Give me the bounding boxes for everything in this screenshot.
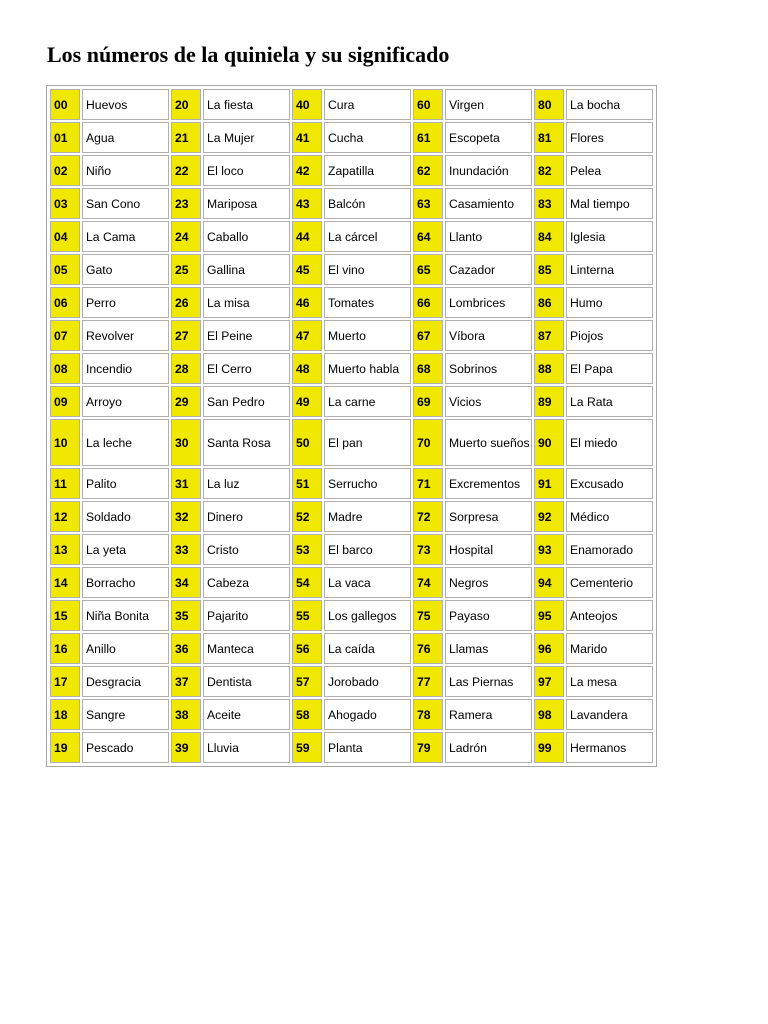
number-cell: 39 — [171, 732, 201, 763]
number-cell: 42 — [292, 155, 322, 186]
number-cell: 81 — [534, 122, 564, 153]
meaning-cell: Cura — [324, 89, 411, 120]
number-cell: 67 — [413, 320, 443, 351]
number-cell: 19 — [50, 732, 80, 763]
number-cell: 64 — [413, 221, 443, 252]
number-cell: 43 — [292, 188, 322, 219]
number-cell: 44 — [292, 221, 322, 252]
meaning-cell: Escopeta — [445, 122, 532, 153]
number-cell: 84 — [534, 221, 564, 252]
meaning-cell: La Mujer — [203, 122, 290, 153]
number-cell: 51 — [292, 468, 322, 499]
meaning-cell: Balcón — [324, 188, 411, 219]
meaning-cell: Caballo — [203, 221, 290, 252]
number-cell: 14 — [50, 567, 80, 598]
meaning-cell: El vino — [324, 254, 411, 285]
meaning-cell: Lluvia — [203, 732, 290, 763]
number-cell: 12 — [50, 501, 80, 532]
table-row — [50, 468, 653, 499]
meaning-cell: La misa — [203, 287, 290, 318]
number-cell: 58 — [292, 699, 322, 730]
meaning-cell: Aceite — [203, 699, 290, 730]
meaning-cell: Anillo — [82, 633, 169, 664]
number-cell: 07 — [50, 320, 80, 351]
meaning-cell: Ahogado — [324, 699, 411, 730]
meaning-cell: Revolver — [82, 320, 169, 351]
number-cell: 47 — [292, 320, 322, 351]
meaning-cell: La Rata — [566, 386, 653, 417]
meaning-cell: Mariposa — [203, 188, 290, 219]
meaning-cell: La mesa — [566, 666, 653, 697]
meaning-cell: Desgracia — [82, 666, 169, 697]
meaning-cell: Sangre — [82, 699, 169, 730]
meaning-cell: El Cerro — [203, 353, 290, 384]
number-cell: 22 — [171, 155, 201, 186]
number-cell: 00 — [50, 89, 80, 120]
meaning-cell: Borracho — [82, 567, 169, 598]
number-cell: 26 — [171, 287, 201, 318]
number-cell: 01 — [50, 122, 80, 153]
meaning-cell: Madre — [324, 501, 411, 532]
number-cell: 35 — [171, 600, 201, 631]
table-row — [50, 353, 653, 384]
meaning-cell: Vicios — [445, 386, 532, 417]
number-cell: 83 — [534, 188, 564, 219]
number-cell: 25 — [171, 254, 201, 285]
meaning-cell: Piojos — [566, 320, 653, 351]
meaning-cell: La leche — [82, 419, 169, 466]
number-cell: 11 — [50, 468, 80, 499]
number-cell: 46 — [292, 287, 322, 318]
number-cell: 59 — [292, 732, 322, 763]
number-cell: 96 — [534, 633, 564, 664]
meaning-cell: Muerto habla — [324, 353, 411, 384]
number-cell: 60 — [413, 89, 443, 120]
meaning-cell: Lombrices — [445, 287, 532, 318]
meaning-cell: Las Piernas — [445, 666, 532, 697]
number-cell: 74 — [413, 567, 443, 598]
meaning-cell: San Cono — [82, 188, 169, 219]
number-cell: 66 — [413, 287, 443, 318]
meaning-cell: Mal tiempo — [566, 188, 653, 219]
number-cell: 69 — [413, 386, 443, 417]
meaning-cell: Dentista — [203, 666, 290, 697]
meaning-cell: La vaca — [324, 567, 411, 598]
meaning-cell: Palito — [82, 468, 169, 499]
number-cell: 21 — [171, 122, 201, 153]
meaning-cell: Negros — [445, 567, 532, 598]
number-cell: 88 — [534, 353, 564, 384]
number-cell: 15 — [50, 600, 80, 631]
number-cell: 49 — [292, 386, 322, 417]
meaning-cell: La caída — [324, 633, 411, 664]
number-cell: 23 — [171, 188, 201, 219]
meaning-cell: Santa Rosa — [203, 419, 290, 466]
table-row — [50, 732, 653, 763]
meaning-cell: Casamiento — [445, 188, 532, 219]
number-cell: 13 — [50, 534, 80, 565]
meaning-cell: Marido — [566, 633, 653, 664]
meaning-cell: San Pedro — [203, 386, 290, 417]
number-cell: 54 — [292, 567, 322, 598]
number-cell: 92 — [534, 501, 564, 532]
meaning-cell: Arroyo — [82, 386, 169, 417]
table-row — [50, 122, 653, 153]
number-cell: 73 — [413, 534, 443, 565]
number-cell: 28 — [171, 353, 201, 384]
number-cell: 17 — [50, 666, 80, 697]
quiniela-table-body — [50, 89, 653, 763]
number-cell: 94 — [534, 567, 564, 598]
meaning-cell: Jorobado — [324, 666, 411, 697]
number-cell: 91 — [534, 468, 564, 499]
number-cell: 99 — [534, 732, 564, 763]
table-row — [50, 386, 653, 417]
number-cell: 33 — [171, 534, 201, 565]
meaning-cell: El miedo — [566, 419, 653, 466]
number-cell: 61 — [413, 122, 443, 153]
meaning-cell: Pescado — [82, 732, 169, 763]
number-cell: 02 — [50, 155, 80, 186]
number-cell: 04 — [50, 221, 80, 252]
table-row — [50, 699, 653, 730]
number-cell: 89 — [534, 386, 564, 417]
number-cell: 05 — [50, 254, 80, 285]
meaning-cell: Humo — [566, 287, 653, 318]
table-row — [50, 155, 653, 186]
meaning-cell: Virgen — [445, 89, 532, 120]
number-cell: 41 — [292, 122, 322, 153]
meaning-cell: Excrementos — [445, 468, 532, 499]
meaning-cell: Manteca — [203, 633, 290, 664]
meaning-cell: Zapatilla — [324, 155, 411, 186]
number-cell: 63 — [413, 188, 443, 219]
number-cell: 10 — [50, 419, 80, 466]
table-row — [50, 320, 653, 351]
table-row — [50, 287, 653, 318]
number-cell: 80 — [534, 89, 564, 120]
meaning-cell: Cabeza — [203, 567, 290, 598]
meaning-cell: Niña Bonita — [82, 600, 169, 631]
meaning-cell: Perro — [82, 287, 169, 318]
meaning-cell: Ramera — [445, 699, 532, 730]
number-cell: 86 — [534, 287, 564, 318]
meaning-cell: Lavandera — [566, 699, 653, 730]
meaning-cell: Hospital — [445, 534, 532, 565]
table-row — [50, 633, 653, 664]
number-cell: 38 — [171, 699, 201, 730]
table-row — [50, 89, 653, 120]
meaning-cell: Tomates — [324, 287, 411, 318]
number-cell: 57 — [292, 666, 322, 697]
number-cell: 06 — [50, 287, 80, 318]
number-cell: 87 — [534, 320, 564, 351]
meaning-cell: La cárcel — [324, 221, 411, 252]
number-cell: 45 — [292, 254, 322, 285]
number-cell: 30 — [171, 419, 201, 466]
meaning-cell: Incendio — [82, 353, 169, 384]
number-cell: 98 — [534, 699, 564, 730]
number-cell: 34 — [171, 567, 201, 598]
number-cell: 27 — [171, 320, 201, 351]
number-cell: 90 — [534, 419, 564, 466]
meaning-cell: Sobrinos — [445, 353, 532, 384]
number-cell: 31 — [171, 468, 201, 499]
meaning-cell: Médico — [566, 501, 653, 532]
meaning-cell: Linterna — [566, 254, 653, 285]
number-cell: 68 — [413, 353, 443, 384]
number-cell: 93 — [534, 534, 564, 565]
table-row — [50, 600, 653, 631]
meaning-cell: Planta — [324, 732, 411, 763]
meaning-cell: Llanto — [445, 221, 532, 252]
number-cell: 85 — [534, 254, 564, 285]
meaning-cell: Excusado — [566, 468, 653, 499]
number-cell: 24 — [171, 221, 201, 252]
number-cell: 09 — [50, 386, 80, 417]
meaning-cell: La Cama — [82, 221, 169, 252]
meaning-cell: El Papa — [566, 353, 653, 384]
table-row — [50, 221, 653, 252]
meaning-cell: Niño — [82, 155, 169, 186]
number-cell: 03 — [50, 188, 80, 219]
meaning-cell: Payaso — [445, 600, 532, 631]
meaning-cell: La yeta — [82, 534, 169, 565]
meaning-cell: Serrucho — [324, 468, 411, 499]
meaning-cell: Gato — [82, 254, 169, 285]
number-cell: 37 — [171, 666, 201, 697]
number-cell: 77 — [413, 666, 443, 697]
meaning-cell: Inundación — [445, 155, 532, 186]
number-cell: 50 — [292, 419, 322, 466]
meaning-cell: Anteojos — [566, 600, 653, 631]
table-row — [50, 501, 653, 532]
number-cell: 65 — [413, 254, 443, 285]
meaning-cell: Ladrón — [445, 732, 532, 763]
meaning-cell: Agua — [82, 122, 169, 153]
number-cell: 72 — [413, 501, 443, 532]
number-cell: 29 — [171, 386, 201, 417]
number-cell: 75 — [413, 600, 443, 631]
number-cell: 32 — [171, 501, 201, 532]
table-row — [50, 254, 653, 285]
meaning-cell: Víbora — [445, 320, 532, 351]
table-row — [50, 666, 653, 697]
page-title: Los números de la quiniela y su significado — [47, 42, 450, 67]
meaning-cell: La carne — [324, 386, 411, 417]
number-cell: 82 — [534, 155, 564, 186]
table-row — [50, 534, 653, 565]
meaning-cell: Dinero — [203, 501, 290, 532]
meaning-cell: Cementerio — [566, 567, 653, 598]
number-cell: 40 — [292, 89, 322, 120]
number-cell: 53 — [292, 534, 322, 565]
number-cell: 97 — [534, 666, 564, 697]
table-row — [50, 188, 653, 219]
meaning-cell: La fiesta — [203, 89, 290, 120]
number-cell: 20 — [171, 89, 201, 120]
meaning-cell: Soldado — [82, 501, 169, 532]
number-cell: 95 — [534, 600, 564, 631]
number-cell: 79 — [413, 732, 443, 763]
meaning-cell: Iglesia — [566, 221, 653, 252]
meaning-cell: Muerto sueños — [445, 419, 532, 466]
number-cell: 36 — [171, 633, 201, 664]
number-cell: 18 — [50, 699, 80, 730]
meaning-cell: Sorpresa — [445, 501, 532, 532]
number-cell: 62 — [413, 155, 443, 186]
number-cell: 08 — [50, 353, 80, 384]
meaning-cell: Flores — [566, 122, 653, 153]
meaning-cell: Enamorado — [566, 534, 653, 565]
meaning-cell: Cucha — [324, 122, 411, 153]
number-cell: 76 — [413, 633, 443, 664]
meaning-cell: Cazador — [445, 254, 532, 285]
meaning-cell: El pan — [324, 419, 411, 466]
number-cell: 55 — [292, 600, 322, 631]
number-cell: 16 — [50, 633, 80, 664]
meaning-cell: La bocha — [566, 89, 653, 120]
meaning-cell: Muerto — [324, 320, 411, 351]
number-cell: 52 — [292, 501, 322, 532]
number-cell: 78 — [413, 699, 443, 730]
table-row — [50, 567, 653, 598]
number-cell: 48 — [292, 353, 322, 384]
meaning-cell: Huevos — [82, 89, 169, 120]
number-cell: 71 — [413, 468, 443, 499]
meaning-cell: Los gallegos — [324, 600, 411, 631]
meaning-cell: Hermanos — [566, 732, 653, 763]
number-cell: 70 — [413, 419, 443, 466]
meaning-cell: El Peine — [203, 320, 290, 351]
table-row — [50, 419, 653, 466]
meaning-cell: Pajarito — [203, 600, 290, 631]
meaning-cell: Cristo — [203, 534, 290, 565]
meaning-cell: El loco — [203, 155, 290, 186]
quiniela-table — [46, 85, 657, 767]
meaning-cell: Llamas — [445, 633, 532, 664]
meaning-cell: Pelea — [566, 155, 653, 186]
meaning-cell: Gallina — [203, 254, 290, 285]
meaning-cell: La luz — [203, 468, 290, 499]
number-cell: 56 — [292, 633, 322, 664]
meaning-cell: El barco — [324, 534, 411, 565]
